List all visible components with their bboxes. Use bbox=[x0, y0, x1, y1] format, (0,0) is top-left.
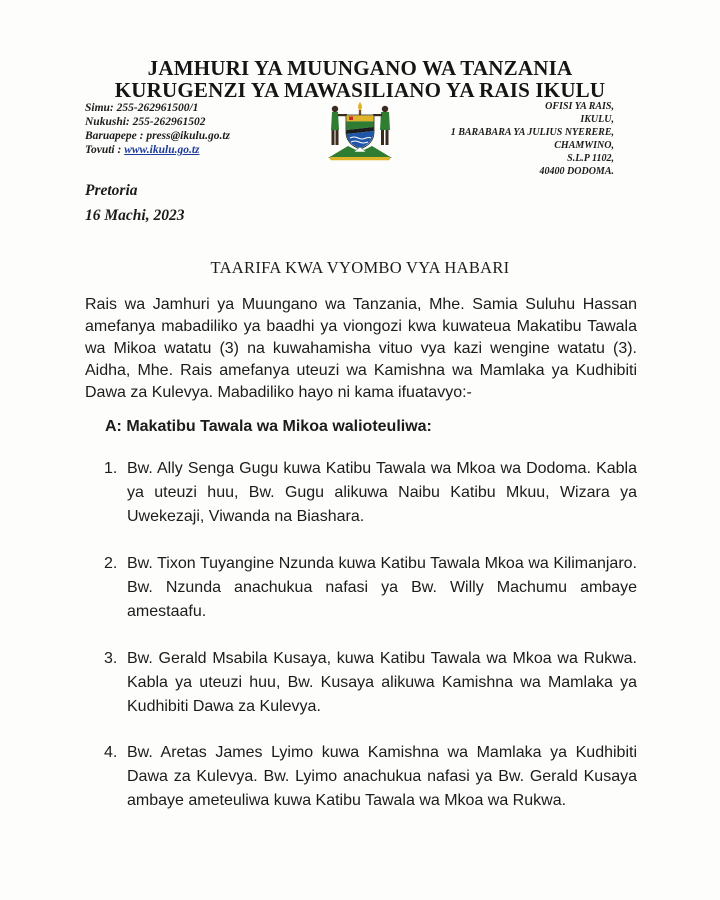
address-line: S.L.P 1102, bbox=[567, 153, 614, 164]
release-date: 16 Machi, 2023 bbox=[85, 207, 185, 224]
emblem-shield bbox=[346, 115, 374, 149]
website-row bbox=[85, 143, 230, 157]
address-line: CHAMWINO, bbox=[554, 140, 614, 151]
address-line: IKULU, bbox=[580, 114, 614, 125]
intro-paragraph: Rais wa Jamhuri ya Muungano wa Tanzania, Mhe. Samia Suluhu Hassan amefanya mabadiliko ya baadhi ya viongozi kwa kuwateua Makatibu Tawala wa Mikoa watatu (3) na kuwahamisha vituo vya kazi wengine watatu (3). Aidha, Mhe. Rais amefanya uteuzi wa Kamishna wa Mamlaka ya Kudhibiti Dawa za Kulevya. Mabadiliko hayo ni kama ifuatavyo:- bbox=[85, 296, 637, 401]
emblem-base bbox=[328, 146, 392, 160]
list-item-number: 3. bbox=[104, 650, 118, 667]
emblem-torch bbox=[358, 102, 362, 115]
list-item-text: Bw. Ally Senga Gugu kuwa Katibu Tawala wa Mkoa wa Dodoma. Kabla ya uteuzi huu, Bw. Gugu alikuwa Naibu Katibu Mkuu, Wizara ya Uwekezaji, Viwanda na Biashara. bbox=[127, 460, 637, 525]
list-item bbox=[104, 457, 637, 529]
list-item-text: Bw. Aretas James Lyimo kuwa Kamishna wa Mamlaka ya Kudhibiti Dawa za Kulevya. Bw. Lyimo anachukua nafasi ya Bw. Gerald Kusaya ambaye ameteuliwa kuwa Katibu Tawala wa Mkoa wa Rukwa. bbox=[127, 744, 637, 809]
email-address: Baruapepe : press@ikulu.go.tz bbox=[85, 130, 231, 142]
address-line: OFISI YA RAIS, bbox=[545, 101, 614, 112]
list-item-number: 4. bbox=[104, 744, 118, 761]
address-line: 40400 DODOMA. bbox=[539, 166, 614, 177]
list-item bbox=[104, 552, 637, 624]
list-item-number: 1. bbox=[104, 460, 118, 477]
contact-block bbox=[85, 101, 230, 157]
release-place: Pretoria bbox=[85, 182, 138, 199]
address-block bbox=[451, 100, 614, 178]
emblem-right-figure bbox=[373, 106, 390, 145]
list-item-number: 2. bbox=[104, 555, 118, 572]
list-item bbox=[104, 741, 637, 813]
website-label: Tovuti : bbox=[85, 144, 125, 156]
list-item bbox=[104, 647, 637, 719]
list-item-text: Bw. Tixon Tuyangine Nzunda kuwa Katibu Tawala Mkoa wa Kilimanjaro. Bw. Nzunda anachukua nafasi ya Bw. Willy Machumu ambaye amestaafu. bbox=[127, 555, 637, 620]
phone-number: Simu: 255-262961500/1 bbox=[85, 102, 199, 114]
header-title-line1: JAMHURI YA MUUNGANO WA TANZANIA bbox=[147, 56, 573, 80]
section-a-title: A: Makatibu Tawala wa Mikoa walioteuliwa: bbox=[105, 418, 432, 435]
list-item-text: Bw. Gerald Msabila Kusaya, kuwa Katibu Tawala wa Mkoa wa Rukwa. Kabla ya uteuzi huu, Bw. Kusaya alikuwa Kamishna wa Mamlaka ya Kudhibiti Dawa za Kulevya. bbox=[127, 650, 637, 715]
address-line: 1 BARABARA YA JULIUS NYERERE, bbox=[450, 127, 614, 138]
header-title-line2: KURUGENZI YA MAWASILIANO YA RAIS IKULU bbox=[114, 78, 606, 102]
document-heading: TAARIFA KWA VYOMBO VYA HABARI bbox=[210, 258, 510, 277]
fax-number: Nukushi: 255-262961502 bbox=[85, 116, 206, 128]
emblem-left-figure bbox=[331, 106, 347, 145]
coat-of-arms-icon bbox=[318, 100, 402, 162]
website-link[interactable]: www.ikulu.go.tz bbox=[124, 144, 200, 156]
